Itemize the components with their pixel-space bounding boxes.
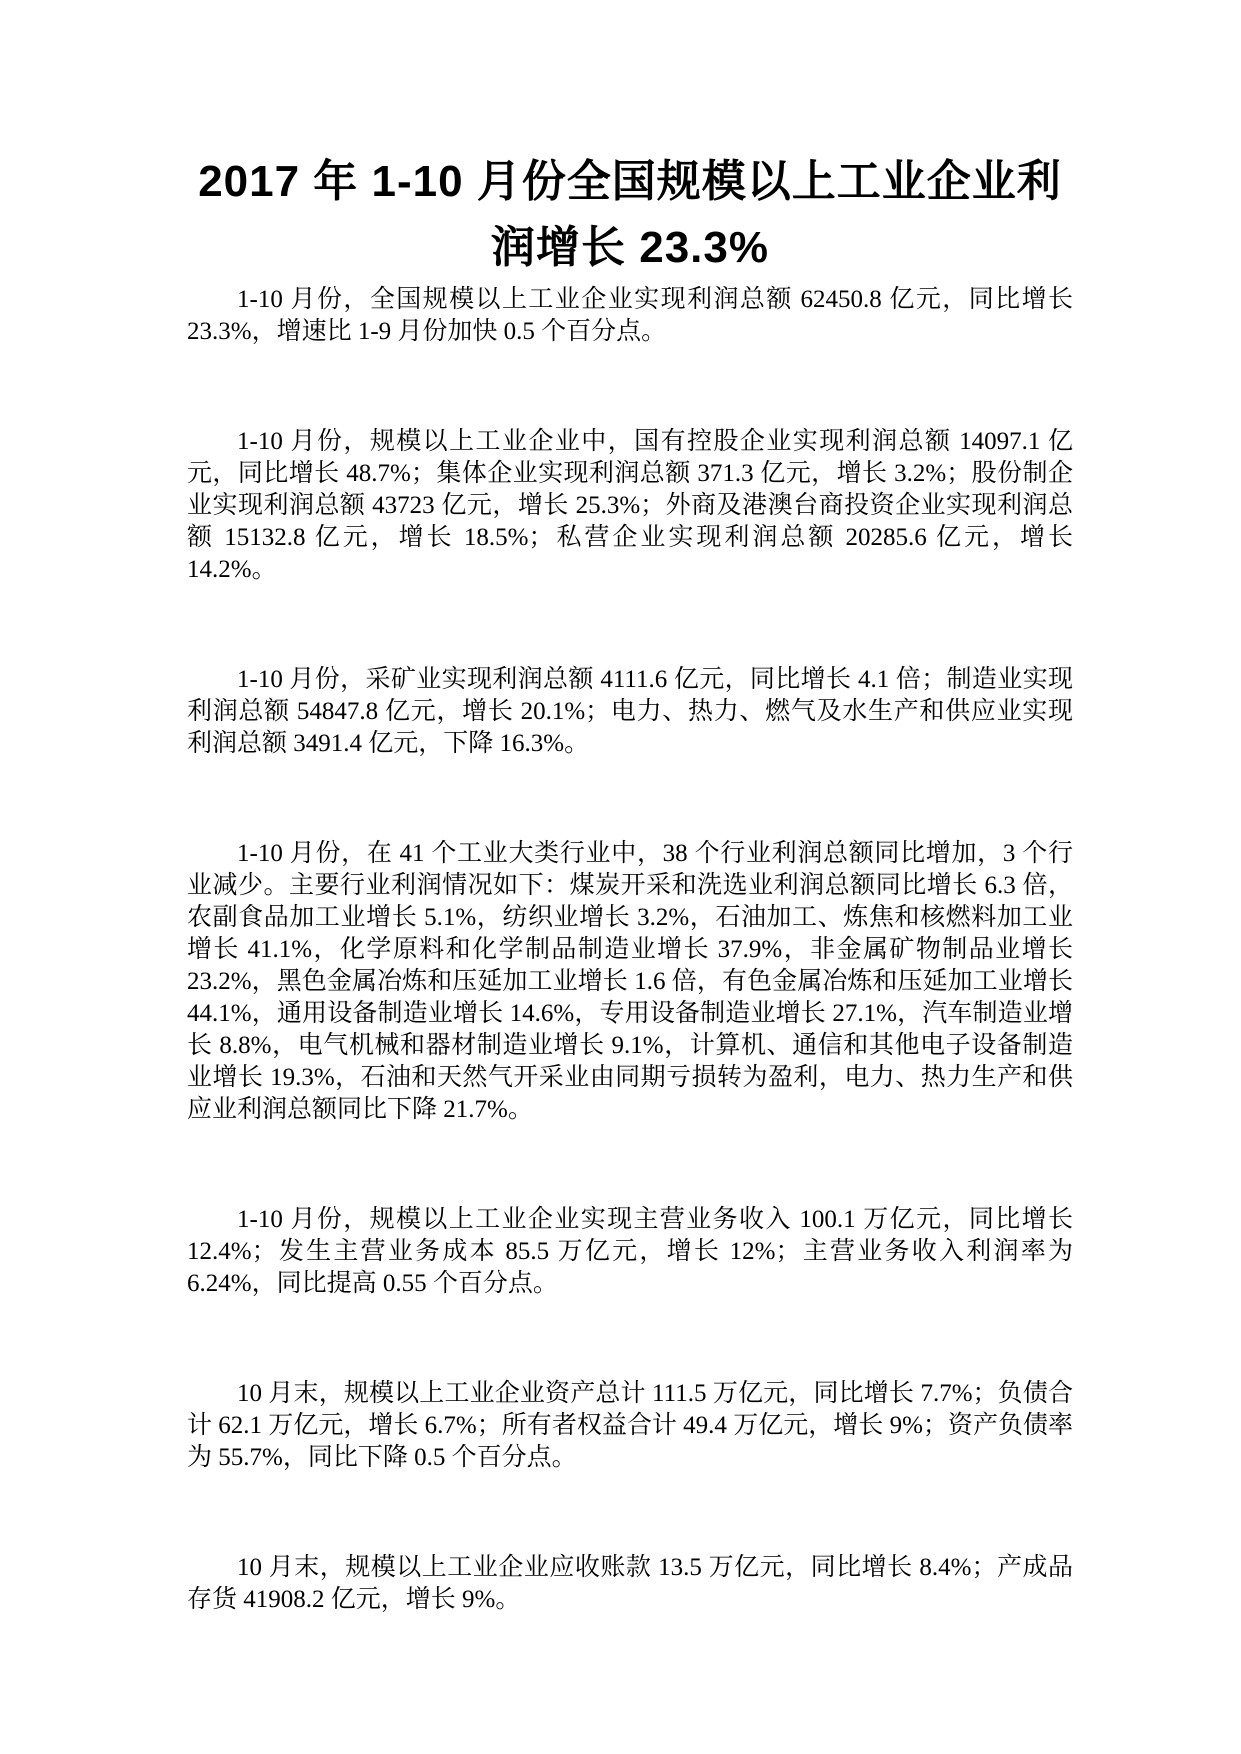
paragraph-industry-breakdown: 1-10 月份，在 41 个工业大类行业中，38 个行业利润总额同比增加，3 个行业减少。主要行业利润情况如下：煤炭开采和洗选业利润总额同比增长 6.3 倍，农副食品加工业增长 5.1%，纺织业增长 3.2%，石油加工、炼焦和核燃料加工业增长 41.1%，化学原料和化学制品制造业增长 37.9%，非金属矿物制品业增长 23.2%，黑色金属冶炼和压延加工业增长 1.6 倍，有色金属冶炼和压延加工业增长 44.1%，通用设备制造业增长 14.6%，专用设备制造业增长 27.1%，汽车制造业增长 8.8%，电气机械和器材制造业增长 9.1%，计算机、通信和其他电子设备制造业增长 19.3%，石油和天然气开采业由同期亏损转为盈利，电力、热力生产和供应业利润总额同比下降 21.7%。 (187, 840, 1073, 1123)
paragraph-ownership-types: 1-10 月份，规模以上工业企业中，国有控股企业实现利润总额 14097.1 亿元，同比增长 48.7%；集体企业实现利润总额 371.3 亿元，增长 3.2%；股份制企业实现利润总额 43723 亿元，增长 25.3%；外商及港澳台商投资企业实现利润总额 15132.8 亿元，增长 18.5%；私营企业实现利润总额 20285.6 亿元，增长 14.2%。 (187, 428, 1073, 583)
page-title: 2017 年 1-10 月份全国规模以上工业企业利润增长 23.3% (198, 157, 1062, 272)
paragraph-assets-liabilities: 10 月末，规模以上工业企业资产总计 111.5 万亿元，同比增长 7.7%；负债合计 62.1 万亿元，增长 6.7%；所有者权益合计 49.4 万亿元，增长 9%；资产负债率为 55.7%，同比下降 0.5 个百分点。 (187, 1380, 1073, 1471)
paragraph-receivables-inventory: 10 月末，规模以上工业企业应收账款 13.5 万亿元，同比增长 8.4%；产成品存货 41908.2 亿元，增长 9%。 (187, 1554, 1073, 1613)
document-body (187, 284, 1073, 1616)
paragraph-revenue-costs: 1-10 月份，规模以上工业企业实现主营业务收入 100.1 万亿元，同比增长 12.4%；发生主营业务成本 85.5 万亿元，增长 12%；主营业务收入利润率为 6.24%，同比提高 0.55 个百分点。 (187, 1206, 1073, 1297)
paragraph-sector-totals: 1-10 月份，采矿业实现利润总额 4111.6 亿元，同比增长 4.1 倍；制造业实现利润总额 54847.8 亿元，增长 20.1%；电力、热力、燃气及水生产和供应业实现利润总额 3491.4 亿元，下降 16.3%。 (187, 666, 1073, 757)
paragraph-overall-profit: 1-10 月份，全国规模以上工业企业实现利润总额 62450.8 亿元，同比增长 23.3%，增速比 1-9 月份加快 0.5 个百分点。 (187, 286, 1073, 345)
